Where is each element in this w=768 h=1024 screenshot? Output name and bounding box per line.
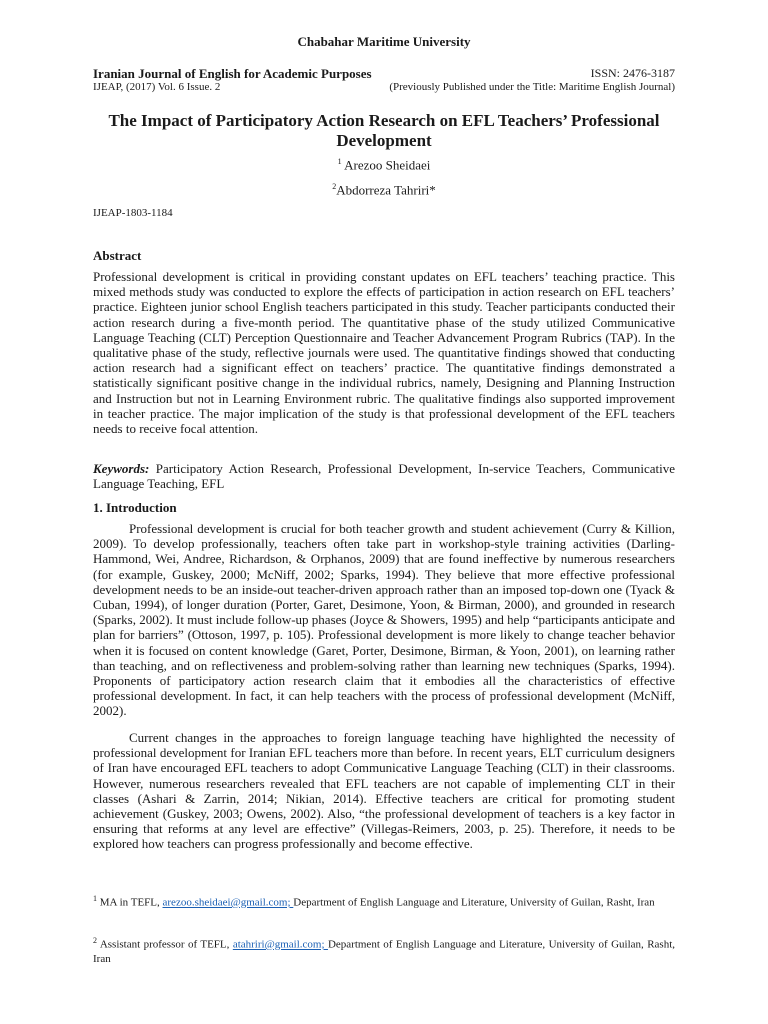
previous-title-note: (Previously Published under the Title: Maritime English Journal): [389, 81, 675, 93]
author-2-name: Abdorreza Tahriri*: [336, 182, 436, 198]
author-2-marker: 2: [332, 182, 337, 191]
footnote-1-prefix: MA in TEFL,: [99, 896, 163, 909]
introduction-paragraph-1: Professional development is crucial for both teacher growth and student achievement (Curry & Killion, 2009). To develop professionally, teachers often take part in workshop-style training activities (Darling-Hammond, Wei, Andree, Richardson, & Orphanos, 2009) that are found ineffective by numerous researchers (for example, Guskey, 2000; McNiff, 2002; Sparks, 1994). They believe that more effective professional development needs to be an inside-out teacher-driven approach rather than an imposed top-down one (Tyack & Cuban, 1994), of longer duration (Porter, Garet, Desimone, Yoon, & Birman, 2000), and grounded in research (Sparks, 2002). It must include follow-up phases (Joyce & Showers, 1995) and help “participants anticipate and plan for barriers” (Ottoson, 1997, p. 105). Professional development is more likely to change teacher behavior when it is focused on content knowledge (Garet, Porter, Desimone, Birman, & Yoon, 2001), on learning rather than teaching, and on reflectiveness and problem-solving rather than learning new techniques (Sparks, 1994). Proponents of participatory action research claim that it embodies all the characteristics of effective professional development. In fact, it can help teachers with the process of professional development (McNiff, 2002).: [93, 521, 675, 719]
keywords: [93, 461, 675, 491]
keywords-label: Keywords:: [93, 461, 150, 476]
abstract-heading: Abstract: [93, 248, 142, 263]
footnote-2-marker: 2: [93, 936, 97, 945]
footnote-2: [93, 934, 675, 966]
keywords-text: Participatory Action Research, Professional Development, In-service Teachers, Communicative Language Teaching, EFL: [93, 461, 675, 492]
footnote-2-prefix: Assistant professor of TEFL,: [99, 938, 233, 951]
footnote-1-marker: 1: [93, 894, 97, 903]
article-title: The Impact of Participatory Action Research on EFL Teachers’ Professional Development: [108, 111, 660, 150]
journal-title: Iranian Journal of English for Academic Purposes: [93, 66, 372, 81]
author-2: [0, 182, 768, 198]
introduction-heading: 1. Introduction: [93, 500, 177, 515]
footnote-1-email-link[interactable]: arezoo.sheidaei@gmail.com;: [162, 896, 294, 909]
abstract-text: Professional development is critical in providing constant updates on EFL teachers’ teaching practice. This mixed methods study was conducted to explore the effects of participation in action research on EFL teachers’ practice. Eighteen junior school English teachers participated in this study. Teacher participants conducted their action research during a five-month period. The quantitative phase of the study utilized Communicative Language Teaching (CLT) Perception Questionnaire and Teacher Advancement Program Rubrics (TAP). In the qualitative phase of the study, reflective journals were used. The quantitative findings showed that conducting action research had a significant effect on teachers’ practice. The quantitative findings demonstrated a statistically significant positive change in the individual rubrics, namely, Designing and Planning Instruction and Instruction but not in Learning Environment rubric. The qualitative findings also supported improvement in teacher practice. The major implication of the study is that professional development of the EFL teachers needs to receive focal attention.: [93, 269, 675, 437]
author-1: [0, 157, 768, 173]
issn: ISSN: 2476-3187: [590, 66, 675, 80]
introduction-paragraph-2: Current changes in the approaches to foreign language teaching have highlighted the necessity of professional development for Iranian EFL teachers more than before. In recent years, ELT curriculum designers of Iran have encouraged EFL teachers to adopt Communicative Language Teaching (CLT) in their classrooms. However, numerous researchers revealed that EFL teachers are not capable of implementing CLT in their classes (Ashari & Zarrin, 2014; Nikian, 2014). Effective teachers are critical for promoting student achievement (Guskey, 2003; Owens, 2002). Also, “the professional development of teachers is a key factor in ensuring that reforms at any level are effective” (Villegas-Reimers, 2003, p. 25). Therefore, it needs to be explored how teachers can progress professionally and become effective.: [93, 730, 675, 852]
article-code: IJEAP-1803-1184: [93, 207, 173, 219]
footnote-2-affiliation: Department of English Language and Literature, University of Guilan, Rasht, Iran: [93, 938, 675, 965]
footnote-2-email-link[interactable]: atahriri@gmail.com;: [232, 938, 328, 951]
author-1-marker: 1: [337, 157, 342, 166]
footnote-1-affiliation: Department of English Language and Literature, University of Guilan, Rasht, Iran: [293, 896, 655, 909]
footnote-1: [93, 892, 675, 910]
university-name: Chabahar Maritime University: [297, 34, 471, 49]
author-1-name: Arezoo Sheidaei: [344, 157, 431, 173]
issue-info: IJEAP, (2017) Vol. 6 Issue. 2: [93, 81, 221, 93]
